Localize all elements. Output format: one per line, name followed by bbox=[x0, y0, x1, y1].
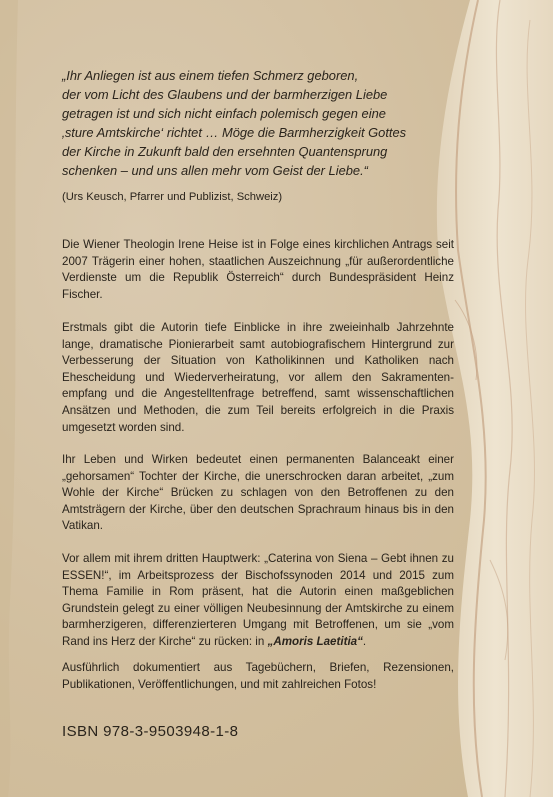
quote-line: getragen ist und sich nicht einfach polemisch gegen eine bbox=[62, 106, 386, 121]
quote-line: „Ihr Anliegen ist aus einem tiefen Schmerz geboren, bbox=[62, 68, 359, 83]
quote-line: der Kirche in Zukunft bald den ersehnten Quantensprung bbox=[62, 144, 388, 159]
paragraph-documentation: Ausführlich dokumentiert aus Tagebüchern, Briefen, Rezensionen, Publikationen, Veröffentlichungen, und mit zahlreichen Fotos! bbox=[62, 661, 454, 691]
quote-line: ‚sture Amtskirche‘ richtet … Möge die Barmherzigkeit Gottes bbox=[62, 125, 407, 140]
quote-block bbox=[62, 66, 442, 180]
quote-line: schenken – und uns allen mehr vom Geist der Liebe.“ bbox=[62, 163, 368, 178]
isbn-number: ISBN 978-3-9503948-1-8 bbox=[62, 723, 239, 740]
paragraph-main-work bbox=[62, 551, 454, 651]
paragraph-life-work: Ihr Leben und Wirken bedeutet einen permanenten Balanceakt einer „gehorsamen“ Tochter der Kirche, die unerschrocken daran arbeitet, „zum Wohle der Kirche“ Brücken zu schlagen von den Betroffenen zu den Amtsträgern der Kirche, über den deutschen Sprachraum hinaus bis in den Vatikan. bbox=[62, 453, 454, 533]
paragraph-main-work-end: . bbox=[362, 634, 367, 648]
paragraph-pioneer-work: Erstmals gibt die Autorin tiefe Einblicke in ihre zweieinhalb Jahrzehnte lange, dramatische Pionierarbeit samt autobiografischem Hintergrund zur Verbesserung der Situation von Katholikinnen und Katholiken nach Ehescheidung und Wiederverheiratung, vor allem den Sakramentenempfang und die Angestelltenfrage betreffend, samt wissenschaftlichen Ansätzen und Methoden, die zum Teil bereits erfolgreich in die Praxis umgesetzt worden sind. bbox=[62, 321, 454, 434]
amoris-laetitia-emphasis: „Amoris Laetitia“ bbox=[267, 634, 363, 648]
paragraph-author-intro: Die Wiener Theologin Irene Heise ist in Folge eines kirchlichen Antrags seit 2007 Trägerin einer hohen, staatlichen Auszeichnung „für außerordentliche Verdienste um die Republik Österreich“ durch Bundespräsident Heinz Fischer. bbox=[62, 238, 454, 301]
paragraph-main-work-text: Vor allem mit ihrem dritten Hauptwerk: „Caterina von Siena – Gebt ihnen zu ESSEN!“, im Arbeitsprozess der Bischofssynoden 2014 und 2015 zum Thema Familie in Rom präsent, hat die Autorin einen maßgeblichen Grundstein gelegt zu einer völligen Neubesinnung der Amtskirche zu einem barmherzigeren, differenzierteren Umgang mit Betroffenen, um sie „vom Rand ins Herz der Kirche“ zu rücken: in bbox=[62, 552, 454, 648]
quote-line: der vom Licht des Glaubens und der barmherzigen Liebe bbox=[62, 87, 388, 102]
quote-attribution: (Urs Keusch, Pfarrer und Publizist, Schweiz) bbox=[62, 191, 283, 203]
